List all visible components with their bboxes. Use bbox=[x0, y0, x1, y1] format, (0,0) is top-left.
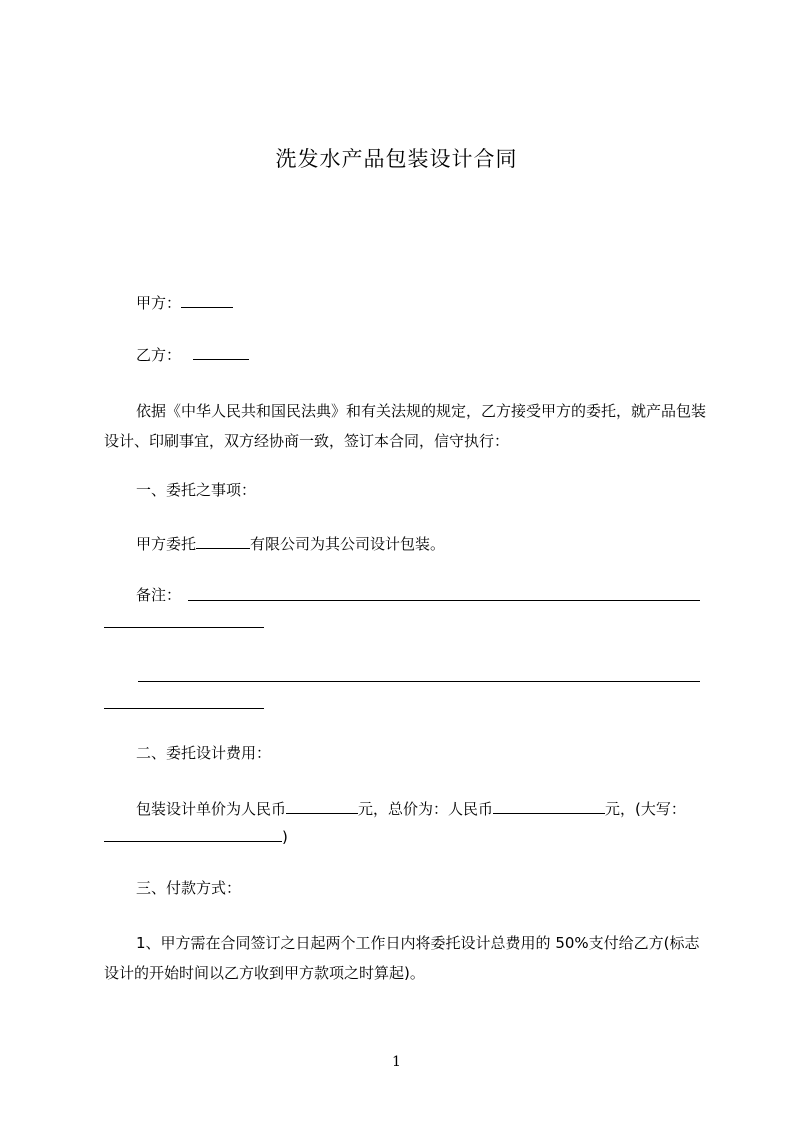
remark-rule-4 bbox=[104, 708, 264, 709]
document-title: 洗发水产品包装设计合同 bbox=[275, 147, 518, 171]
amount-in-words-blank bbox=[104, 826, 282, 842]
intro-paragraph: 依据《中华人民共和国民法典》和有关法规的规定，乙方接受甲方的委托，就产品包装设计、印刷事宜，双方经协商一致，签订本合同，信守执行： bbox=[104, 402, 707, 450]
remark-label: 备注： bbox=[136, 586, 182, 604]
fee-line-2 bbox=[104, 826, 288, 847]
remark-rule-3 bbox=[138, 681, 700, 682]
entrust-company-blank bbox=[196, 533, 250, 549]
fee-middle: 元，总价为：人民币 bbox=[358, 800, 494, 818]
party-a-line bbox=[136, 292, 233, 313]
payment-item-1: 1、甲方需在合同签订之日起两个工作日内将委托设计总费用的 50%支付给乙方(标志设计的开始时间以乙方收到甲方款项之时算起)。 bbox=[104, 934, 700, 982]
fee-close: ) bbox=[282, 828, 288, 846]
party-b-line bbox=[136, 344, 249, 365]
entrust-prefix: 甲方委托 bbox=[136, 535, 197, 553]
section1-heading: 一、委托之事项： bbox=[136, 481, 257, 499]
section2-heading: 二、委托设计费用： bbox=[136, 744, 272, 762]
fee-line bbox=[136, 798, 686, 819]
party-a-blank bbox=[181, 292, 233, 308]
fee-prefix: 包装设计单价为人民币 bbox=[136, 800, 287, 818]
entrust-line bbox=[136, 533, 445, 554]
party-a-label: 甲方： bbox=[136, 294, 182, 312]
unit-price-blank bbox=[286, 798, 358, 814]
page-number: 1 bbox=[392, 1054, 401, 1070]
entrust-suffix: 有限公司为其公司设计包装。 bbox=[250, 535, 446, 553]
section3-heading: 三、付款方式： bbox=[136, 879, 242, 897]
remark-rule-1 bbox=[188, 600, 700, 601]
party-b-label: 乙方： bbox=[136, 346, 182, 364]
total-price-blank bbox=[493, 798, 605, 814]
party-b-blank bbox=[193, 344, 249, 360]
remark-rule-2 bbox=[104, 627, 264, 628]
fee-suffix: 元，(大写： bbox=[605, 800, 686, 818]
